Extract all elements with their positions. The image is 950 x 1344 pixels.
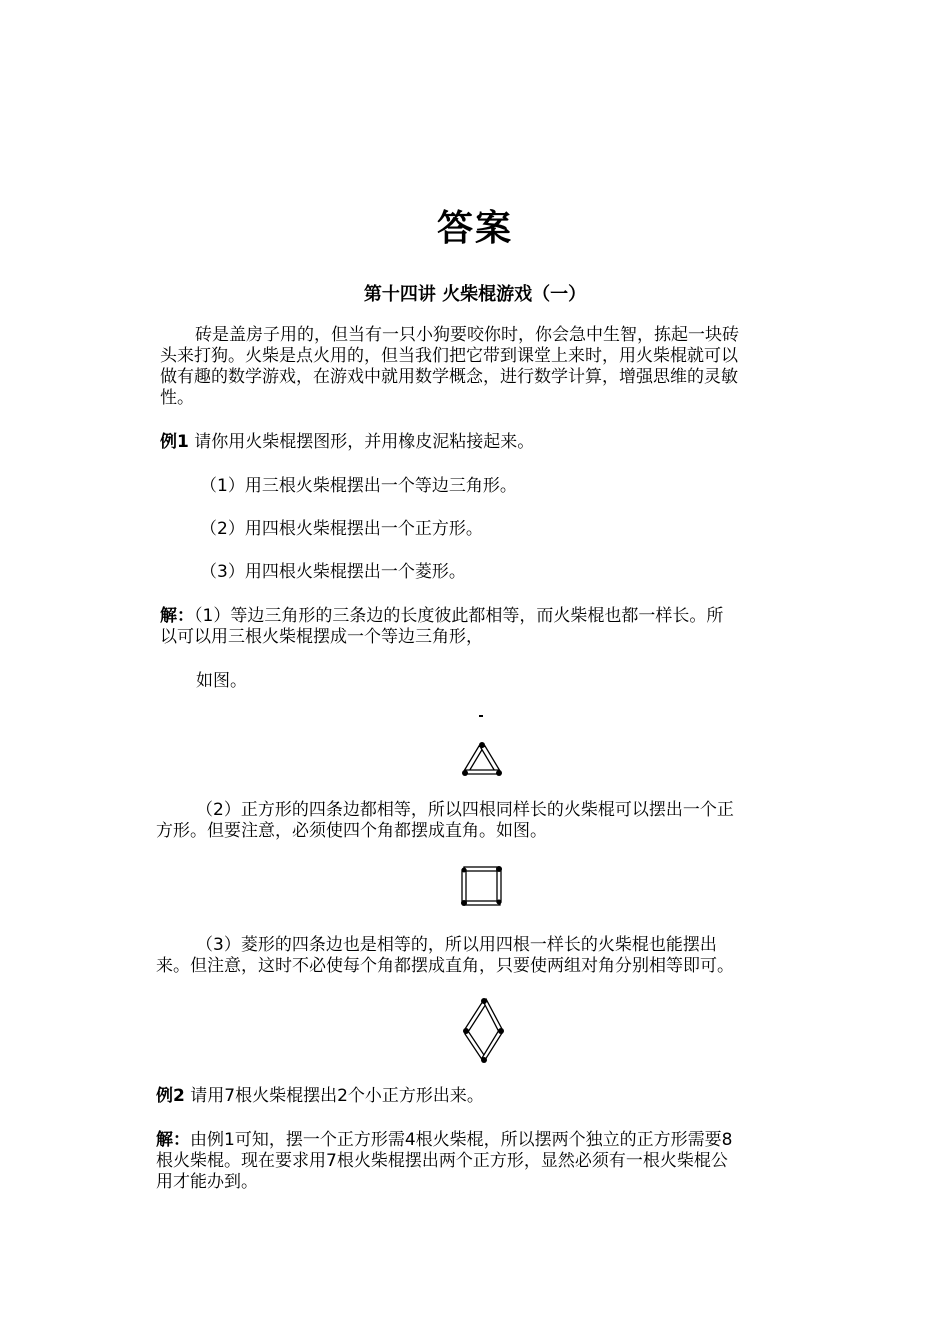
triangle-head-1 bbox=[479, 742, 485, 748]
solution-1-line-2: 以可以用三根火柴棍摆成一个等边三角形， bbox=[160, 627, 483, 647]
triangle-right-match bbox=[481, 746, 500, 773]
rhombus-top-left-match bbox=[465, 1001, 486, 1032]
solution-2-label: 解： bbox=[156, 1130, 190, 1150]
rhombus-top-right-match bbox=[483, 999, 502, 1032]
intro-line-2: 头来打狗。火柴是点火用的，但当我们把它带到课堂上来时，用火柴棍就可以 bbox=[160, 346, 738, 366]
lecture-title: 第十四讲 火柴棍游戏（一） bbox=[363, 284, 587, 305]
rhombus-head-top bbox=[481, 998, 487, 1004]
solution-1-part-1-text: （1）等边三角形的三条边的长度彼此都相等，而火柴棍也都一样长。所 bbox=[194, 606, 724, 626]
example-2 bbox=[156, 1086, 484, 1107]
solution-2-line-2: 根火柴棍。现在要求用7根火柴棍摆出两个正方形，显然必须有一根火柴棍公 bbox=[156, 1151, 728, 1171]
solution-1-part-3-line-1: （3）菱形的四条边也是相等的，所以用四根一样长的火柴棍也能摆出 bbox=[196, 935, 717, 955]
solution-2-line-1 bbox=[156, 1130, 732, 1151]
square-head-1 bbox=[496, 866, 502, 872]
example-1-label: 例1 bbox=[160, 432, 189, 452]
example-1-item-1: （1）用三根火柴棍摆出一个等边三角形。 bbox=[200, 476, 517, 496]
square-head-4 bbox=[462, 868, 467, 873]
rhombus-head-bottom bbox=[481, 1057, 487, 1063]
triangle-left-match bbox=[464, 746, 483, 773]
matchstick-square-figure bbox=[459, 864, 505, 910]
solution-1-part-3-line-2: 来。但注意，这时不必使每个角都摆成直角，只要使两组对角分别相等即可。 bbox=[156, 956, 734, 976]
solution-1-label: 解： bbox=[160, 606, 194, 626]
triangle-head-3 bbox=[496, 770, 502, 776]
matchstick-triangle-figure bbox=[455, 710, 509, 780]
intro-line-3: 做有趣的数学游戏，在游戏中就用数学概念，进行数学计算，增强思维的灵敏 bbox=[160, 367, 738, 387]
solution-2-line-1-text: 由例1可知，摆一个正方形需4根火柴棍，所以摆两个独立的正方形需要8 bbox=[190, 1130, 733, 1150]
triangle-bottom-match bbox=[465, 770, 499, 774]
example-1-item-3: （3）用四根火柴棍摆出一个菱形。 bbox=[200, 562, 466, 582]
rhombus-bottom-right-match bbox=[482, 1030, 502, 1060]
example-1 bbox=[160, 432, 534, 453]
example-1-item-2: （2）用四根火柴棍摆出一个正方形。 bbox=[200, 519, 483, 539]
square-right-match bbox=[497, 869, 501, 902]
solution-2-line-3: 用才能办到。 bbox=[156, 1172, 258, 1192]
square-head-2 bbox=[461, 900, 467, 906]
example-1-question: 请你用火柴棍摆图形，并用橡皮泥粘接起来。 bbox=[194, 432, 535, 452]
intro-line-4: 性。 bbox=[160, 388, 194, 408]
square-left-match bbox=[462, 870, 466, 903]
as-shown-text: 如图。 bbox=[196, 671, 247, 691]
solution-1-line-1 bbox=[160, 606, 723, 627]
intro-line-1: 砖是盖房子用的，但当有一只小狗要咬你时，你会急中生智，拣起一块砖 bbox=[195, 325, 739, 345]
triangle-head-2 bbox=[462, 770, 468, 776]
square-top-match bbox=[464, 867, 499, 871]
square-head-3 bbox=[497, 900, 502, 905]
solution-1-part-2-line-1: （2）正方形的四条边都相等，所以四根同样长的火柴棍可以摆出一个正 bbox=[196, 800, 734, 820]
triangle-top-mark bbox=[479, 715, 483, 717]
example-2-question: 请用7根火柴棍摆出2个小正方形出来。 bbox=[190, 1086, 484, 1106]
page-title: 答案 bbox=[436, 208, 513, 249]
square-bottom-match bbox=[465, 901, 500, 905]
example-2-label: 例2 bbox=[156, 1086, 185, 1106]
solution-1-part-2-line-2: 方形。但要注意，必须使四个角都摆成直角。如图。 bbox=[156, 821, 547, 841]
rhombus-head-left bbox=[463, 1028, 469, 1034]
matchstick-rhombus-figure bbox=[458, 996, 508, 1066]
rhombus-head-right bbox=[498, 1028, 504, 1034]
